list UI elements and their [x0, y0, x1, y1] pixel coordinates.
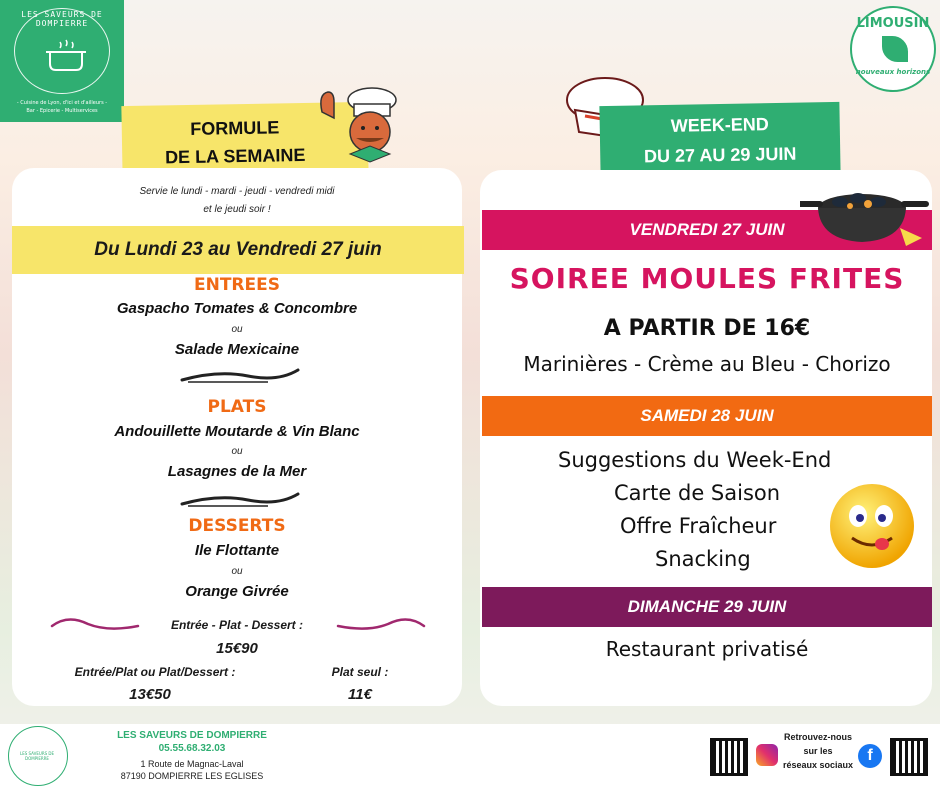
chef-icon: [310, 82, 410, 164]
plat-or: ou: [231, 446, 243, 457]
price-two-label: Entrée/Plat ou Plat/Dessert :: [74, 665, 236, 679]
footer-logo-text: LES SAVEURS DE DOMPIERRE: [19, 751, 55, 761]
weekend-label: [599, 102, 840, 178]
friday-band: VENDREDI 27 JUIN: [482, 210, 932, 250]
entree-dish-1: Gaspacho Tomates & Concombre: [116, 300, 358, 317]
qr-code-icon[interactable]: [890, 738, 928, 776]
saturday-item-1: Suggestions du Week-End: [558, 448, 832, 472]
brand-logo: [0, 0, 124, 122]
price-full-value: 15€90: [216, 640, 258, 657]
saturday-item-3: Offre Fraîcheur: [620, 514, 777, 538]
section-entrees-title: ENTREES: [194, 275, 280, 295]
section-desserts-title: DESSERTS: [188, 516, 286, 536]
entree-dish-2: Salade Mexicaine: [174, 341, 300, 358]
entree-or: ou: [231, 324, 243, 335]
served-line1: Servie le lundi - mardi - jeudi - vendredi midi: [139, 186, 335, 197]
formule-line1: FORMULE: [190, 117, 280, 139]
limousin-subtitle: nouveaux horizons: [855, 68, 931, 76]
footer-address2: 87190 DOMPIERRE LES EGLISES: [120, 771, 264, 781]
saturday-item-4: Snacking: [655, 547, 751, 571]
weekend-line2: DU 27 AU 29 JUIN: [643, 143, 797, 167]
friday-variants: Marinières - Crème au Bleu - Chorizo: [523, 352, 891, 376]
footer-logo: [8, 726, 68, 786]
saturday-band: SAMEDI 28 JUIN: [482, 396, 932, 436]
divider-swirl-2: [178, 490, 302, 508]
qr-code-icon[interactable]: [710, 738, 748, 776]
footer-address1: 1 Route de Magnac-Laval: [140, 759, 244, 769]
section-plats-title: PLATS: [207, 397, 267, 417]
dessert-or: ou: [231, 566, 243, 577]
social-line1: Retrouvez-nous: [783, 732, 852, 742]
smiley-icon: [828, 482, 916, 570]
limousin-logo: [850, 6, 936, 92]
logo-tagline-2: Bar - Epicerie - Multiservices: [26, 108, 98, 114]
logo-tagline-1: - Cuisine de Lyon, d'ici et d'ailleurs -: [16, 100, 108, 106]
week-range-band: Du Lundi 23 au Vendredi 27 juin: [12, 226, 464, 274]
sunday-band: DIMANCHE 29 JUIN: [482, 587, 932, 627]
social-text: [778, 730, 858, 772]
divider-swirl-1: [178, 366, 302, 384]
plat-dish-1: Andouillette Moutarde & Vin Blanc: [114, 423, 360, 440]
mussels-pan-icon: [800, 178, 930, 254]
leaf-icon: [882, 36, 908, 62]
price-two-value: 13€50: [129, 686, 171, 703]
price-full-label: Entrée - Plat - Dessert :: [170, 618, 304, 632]
social-line2: sur les: [803, 746, 833, 756]
pot-icon: [46, 38, 86, 77]
friday-event: SOIREE MOULES FRITES: [509, 262, 905, 295]
dessert-dish-2: Orange Givrée: [185, 583, 289, 600]
social-line3: réseaux sociaux: [782, 760, 854, 770]
logo-ring-text: LES SAVEURS DE DOMPIERRE: [21, 10, 103, 28]
plat-dish-2: Lasagnes de la Mer: [167, 463, 307, 480]
price-single-value: 11€: [348, 686, 372, 703]
weekend-line1: WEEK-END: [670, 114, 769, 136]
footer: [0, 724, 940, 788]
friday-price: A PARTIR DE 16€: [603, 316, 811, 341]
instagram-icon[interactable]: [756, 744, 778, 766]
facebook-icon[interactable]: f: [858, 744, 882, 768]
served-line2: et le jeudi soir !: [203, 204, 271, 215]
price-single-label: Plat seul :: [331, 665, 389, 679]
formule-line2: DE LA SEMAINE: [164, 144, 306, 168]
saturday-item-2: Carte de Saison: [614, 481, 781, 505]
sunday-note: Restaurant privatisé: [605, 637, 809, 661]
limousin-title: LIMOUSIN: [856, 16, 930, 31]
footer-name: LES SAVEURS DE DOMPIERRE: [117, 730, 267, 741]
footer-phone: 05.55.68.32.03: [158, 743, 226, 754]
dessert-dish-1: Ile Flottante: [194, 542, 280, 559]
